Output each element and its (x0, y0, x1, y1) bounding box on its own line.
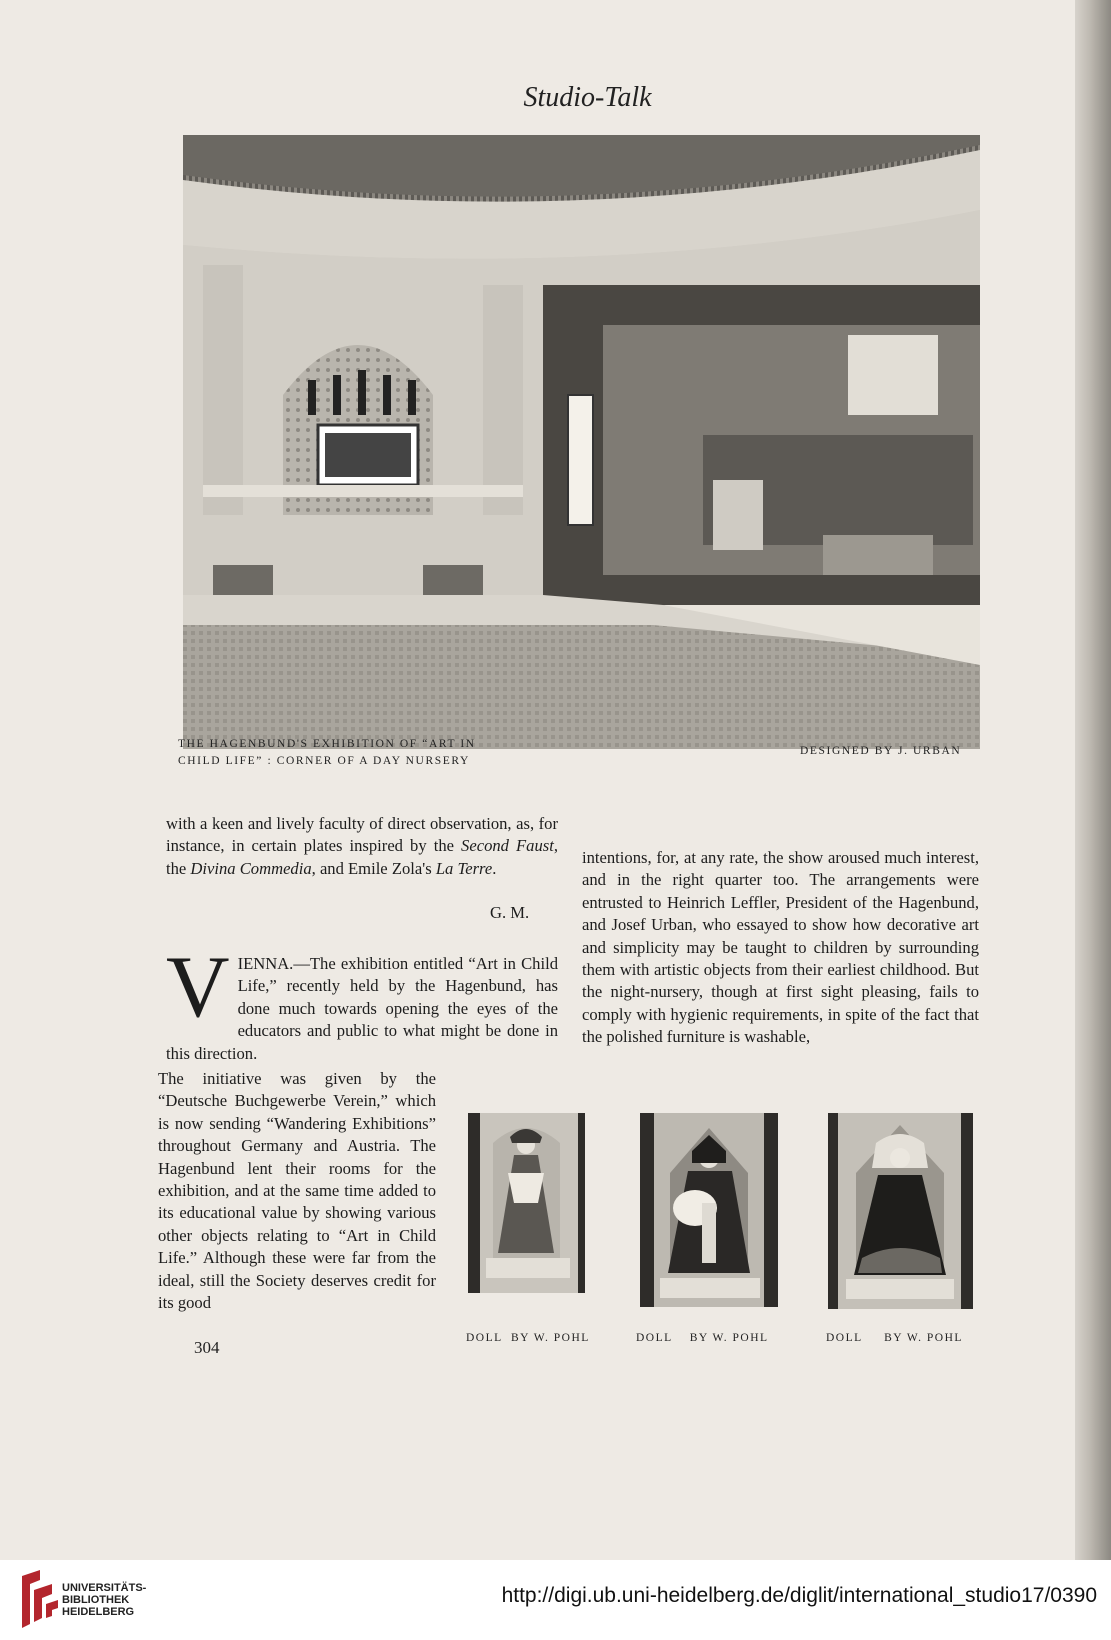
main-caption-line-1: THE HAGENBUND'S EXHIBITION OF “ART IN (178, 738, 476, 750)
page-edge-shadow (1075, 0, 1111, 1560)
doll-caption-3: DOLL BY W. POHL (826, 1332, 963, 1344)
doll-1-illustration (468, 1113, 585, 1293)
library-name: UNIVERSITÄTS- BIBLIOTHEK HEIDELBERG (62, 1582, 147, 1618)
doll-photo-1 (468, 1113, 585, 1293)
library-logo-icon (12, 1568, 62, 1632)
left-paragraph-2-continued: The initiative was given by the “Deutsche Buchgewerbe Verein,” which is now sending “Wandering Exhibitions” throughout Germany and Austria. The Hagenbund lent their rooms for the exhibition, and at the same time added to its educational value by showing various other objects relating to “Art in Child Life.” Although these were far from the ideal, still the Society deserves credit for its good (158, 1069, 436, 1313)
left-paragraph-1 (166, 813, 558, 880)
main-caption-line-2: CHILD LIFE” : CORNER OF A DAY NURSERY (178, 755, 470, 767)
running-title: Studio-Talk (523, 82, 652, 113)
para1-mid-1: , the (166, 836, 558, 878)
para2-lead: IENNA.—The exhibition entitled “Art in Child Life,” recently held by the Hagenbund, has done much towards opening the eyes of the educators and public to what might be done in this direction. (166, 954, 558, 1063)
drop-cap: V (166, 939, 230, 1036)
doll-3-illustration (828, 1113, 973, 1309)
title-divina-commedia: Divina Commedia (190, 858, 312, 878)
para1-mid-2: , and Emile Zola's (311, 858, 436, 878)
doll-caption-2: DOLL BY W. POHL (636, 1332, 769, 1344)
nursery-photograph (183, 135, 980, 749)
para1-text: with a keen and lively faculty of direct observation, as, for instance, in certain plates inspired by the (166, 814, 558, 856)
page-number: 304 (194, 1338, 220, 1357)
doll-caption-1: DOLL BY W. POHL (466, 1332, 590, 1344)
title-la-terre: La Terre (435, 858, 493, 878)
signature: G. M. (490, 903, 530, 922)
doll-2-illustration (640, 1113, 778, 1307)
title-second-faust: Second Faust (461, 836, 554, 856)
main-figure-credit: DESIGNED BY J. URBAN (800, 745, 962, 757)
library-footer (0, 1560, 1111, 1640)
main-figure-caption (178, 736, 476, 770)
nursery-photo-illustration (183, 135, 980, 749)
para1-end: . (492, 858, 497, 878)
doll-photo-3 (828, 1113, 973, 1309)
left-paragraph-2 (166, 939, 558, 1065)
right-column-text: intentions, for, at any rate, the show aroused much interest, and in the right quarter too. The arrangements were entrusted to Heinrich Leffler, President of the Hagenbund, and Josef Urban, who essayed to show how decorative art and simplicity may be taught to children by surrounding them with artistic objects from their earliest childhood. But the night-nursery, though at first sight pleasing, fails to comply with hygienic requirements, in spite of the fact that the polished furniture is washable, (582, 848, 979, 1047)
doll-photo-2 (640, 1113, 778, 1307)
source-url[interactable]: http://digi.ub.uni-heidelberg.de/diglit/international_studio17/0390 (501, 1584, 1097, 1607)
